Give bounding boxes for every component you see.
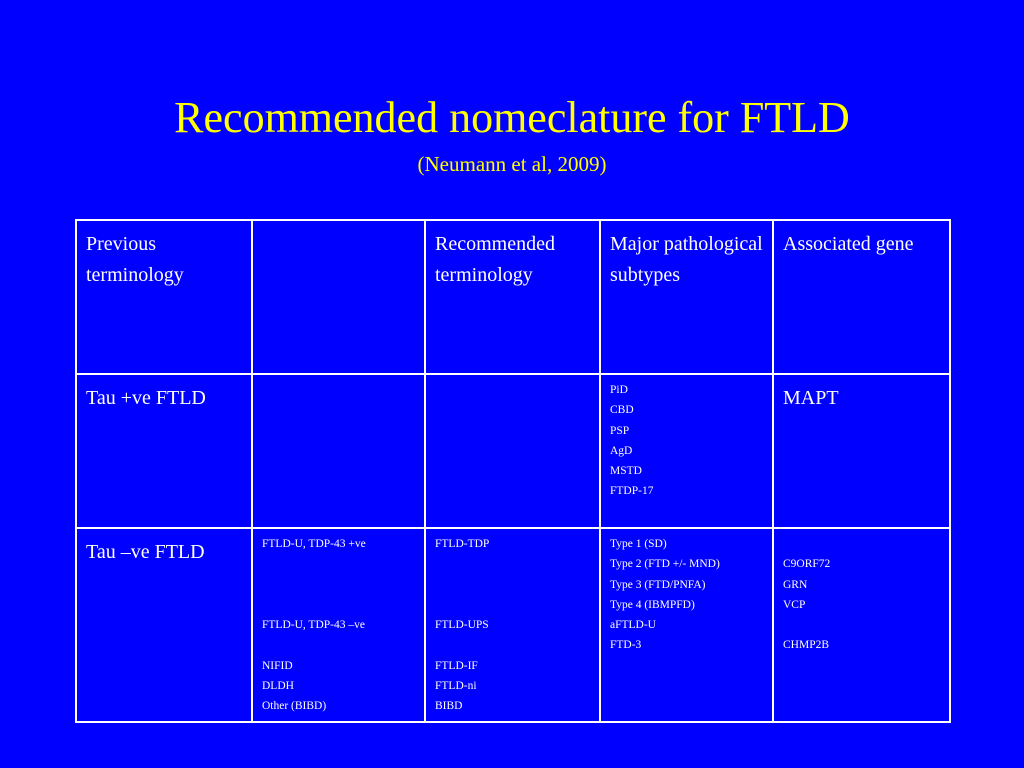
table-row xyxy=(76,528,950,722)
cell-line-spacer xyxy=(262,575,416,595)
cell-line: GRN xyxy=(783,578,808,591)
cell-line: aFTLD-U xyxy=(610,619,656,632)
cell-line: FTLD-U, TDP-43 –ve xyxy=(262,619,365,632)
header-associated-gene: Associated gene xyxy=(773,220,950,374)
cell-line-spacer xyxy=(262,595,416,615)
cell-line: Type 3 (FTD/PNFA) xyxy=(610,578,706,591)
cell-recommended-terminology xyxy=(425,528,600,722)
cell-line: Other (BIBD) xyxy=(262,700,327,713)
cell-line-spacer xyxy=(262,554,416,574)
cell-line: Type 1 (SD) xyxy=(610,538,667,550)
cell-line: FTLD-TDP xyxy=(435,538,490,550)
slide-title: Recommended nomeclature for FTLD xyxy=(174,93,850,142)
cell-line: CHMP2B xyxy=(783,639,830,652)
cell-line-spacer xyxy=(435,595,591,615)
cell-line: MAPT xyxy=(783,387,839,409)
cell-previous-terminology: Tau +ve FTLD xyxy=(76,374,252,528)
cell-line: CBD xyxy=(610,404,634,417)
cell-line: BIBD xyxy=(435,700,463,713)
table-row xyxy=(76,374,950,528)
header-recommended-terminology: Recommended terminology xyxy=(425,220,600,374)
cell-col2 xyxy=(252,374,425,528)
slide-subtitle: (Neumann et al, 2009) xyxy=(417,152,607,176)
cell-line: FTDP-17 xyxy=(610,485,654,498)
cell-major-subtypes xyxy=(600,528,773,722)
ftld-nomenclature-table xyxy=(75,219,951,723)
cell-line-spacer xyxy=(435,635,591,655)
cell-line: AgD xyxy=(610,444,633,457)
cell-recommended-terminology xyxy=(425,374,600,528)
cell-major-subtypes xyxy=(600,374,773,528)
cell-line: C9ORF72 xyxy=(783,558,831,571)
cell-line: FTLD-U, TDP-43 +ve xyxy=(262,538,366,550)
header-major-pathological-subtypes: Major pathological subtypes xyxy=(600,220,773,374)
cell-line-spacer xyxy=(783,534,941,554)
cell-previous-terminology: Tau –ve FTLD xyxy=(76,528,252,722)
header-previous-terminology: Previous terminology xyxy=(76,220,252,374)
cell-line: NIFID xyxy=(262,659,293,672)
cell-line: FTD-3 xyxy=(610,639,642,652)
cell-col2 xyxy=(252,528,425,722)
cell-line: Type 4 (IBMPFD) xyxy=(610,598,695,611)
cell-line: FTLD-UPS xyxy=(435,619,489,632)
cell-line-spacer xyxy=(435,575,591,595)
header-blank xyxy=(252,220,425,374)
table-header-row xyxy=(76,220,950,374)
cell-line: MSTD xyxy=(610,465,642,478)
cell-line: VCP xyxy=(783,598,806,611)
cell-line-spacer xyxy=(435,554,591,574)
cell-line: Type 2 (FTD +/- MND) xyxy=(610,558,720,571)
cell-associated-gene xyxy=(773,374,950,528)
cell-associated-gene xyxy=(773,528,950,722)
cell-line: DLDH xyxy=(262,680,294,693)
cell-line-spacer xyxy=(262,635,416,655)
cell-line-spacer xyxy=(783,615,941,635)
cell-line: PSP xyxy=(610,424,630,437)
cell-line: PiD xyxy=(610,384,628,396)
cell-line: FTLD-IF xyxy=(435,659,478,672)
cell-line: FTLD-ni xyxy=(435,680,477,693)
